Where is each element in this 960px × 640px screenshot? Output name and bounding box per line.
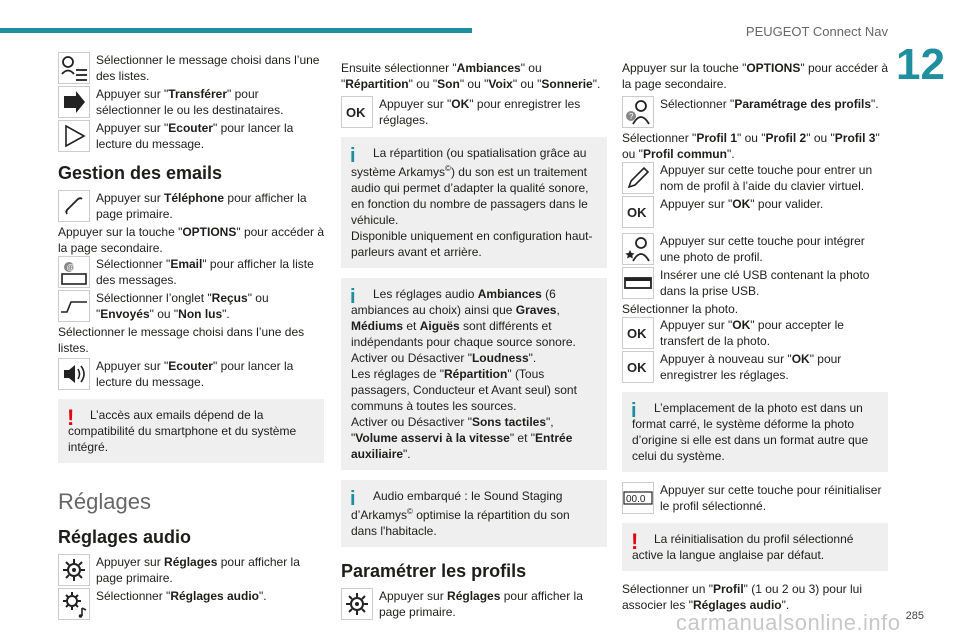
ok-button-icon bbox=[341, 96, 373, 128]
forward-arrow-icon bbox=[58, 86, 90, 118]
paragraph-options: Appuyer sur la touche "OPTIONS" pour accéder à la page secondaire. bbox=[58, 225, 325, 255]
step-text: Appuyer sur "Ecouter" pour lancer la lecture du message. bbox=[96, 359, 294, 389]
step-email bbox=[58, 256, 324, 289]
ok-button-icon bbox=[622, 317, 654, 349]
ok-button-icon bbox=[622, 351, 654, 383]
step-text: Appuyer sur Réglages pour afficher la page primaire. bbox=[96, 555, 300, 585]
info-icon: i bbox=[350, 145, 356, 167]
usb-icon bbox=[622, 267, 654, 299]
step-ok-transfer bbox=[622, 317, 888, 350]
step-transfer bbox=[58, 86, 324, 119]
step-ok-validate bbox=[622, 196, 888, 229]
info-icon: i bbox=[631, 400, 637, 422]
step-text: Appuyer sur "Ecouter" pour lancer la lecture du message. bbox=[96, 121, 294, 151]
note-text: L’accès aux emails dépend de la compatibilité du smartphone et du système intégré. bbox=[68, 408, 297, 454]
profile-settings-icon bbox=[622, 96, 654, 128]
chapter-heading-reglages: Réglages bbox=[58, 489, 151, 514]
info-icon: i bbox=[350, 488, 356, 510]
paragraph-ambiances: Ensuite sélectionner "Ambiances" ou "Répartition" ou "Son" ou "Voix" ou "Sonnerie". bbox=[341, 61, 601, 91]
paragraph-select-message: Sélectionner le message choisi dans l’une des listes. bbox=[58, 325, 305, 355]
step-text: Appuyer sur cette touche pour intégrer une photo de profil. bbox=[660, 234, 865, 264]
step-edit-name bbox=[622, 162, 888, 195]
step-text: Appuyer sur cette touche pour réinitialiser le profil sélectionné. bbox=[660, 483, 882, 513]
header-accent-bar bbox=[0, 28, 472, 33]
chapter-number: 12 bbox=[896, 40, 945, 89]
phone-icon bbox=[58, 190, 90, 222]
profile-photo-icon bbox=[622, 233, 654, 265]
ok-label: OK bbox=[627, 326, 647, 341]
tab-icon bbox=[58, 290, 90, 322]
step-ok-save-profile bbox=[622, 351, 888, 384]
step-text: Appuyer sur Téléphone pour afficher la page primaire. bbox=[96, 191, 307, 221]
step-text: Sélectionner le message choisi dans l’une des listes. bbox=[96, 53, 320, 83]
watermark: carmanualsonline.info bbox=[676, 610, 901, 635]
note-text: La réinitialisation du profil sélectionné active la langue anglaise par défaut. bbox=[632, 532, 854, 562]
message-list-icon bbox=[58, 52, 90, 84]
step-select-message bbox=[58, 52, 324, 85]
warning-icon: ! bbox=[631, 529, 639, 554]
gear-icon bbox=[58, 554, 90, 586]
column-1 bbox=[58, 52, 324, 622]
step-text: Sélectionner "Email" pour afficher la liste des messages. bbox=[96, 257, 314, 287]
step-text: Appuyer sur "Transférer" pour sélectionner le ou les destinataires. bbox=[96, 87, 284, 117]
play-icon bbox=[58, 120, 90, 152]
paragraph-options-profiles: Appuyer sur la touche "OPTIONS" pour accéder à la page secondaire. bbox=[622, 61, 889, 91]
paragraph-select-photo: Sélectionner la photo. bbox=[622, 302, 739, 316]
gear-icon bbox=[341, 588, 373, 620]
step-text: Sélectionner "Réglages audio". bbox=[96, 589, 267, 603]
step-text: Appuyer sur Réglages pour afficher la page primaire. bbox=[379, 589, 583, 619]
ok-button-icon bbox=[622, 196, 654, 228]
svg-text:?: ? bbox=[629, 112, 634, 121]
step-listen bbox=[58, 120, 324, 153]
step-phone bbox=[58, 190, 324, 223]
step-add-photo bbox=[622, 233, 888, 266]
section-heading-emails: Gestion des emails bbox=[58, 163, 223, 183]
step-settings bbox=[58, 554, 324, 587]
note-text: L’emplacement de la photo est dans un format carré, le système déforme la photo d’origine si elle est dans un format autre que celui du système. bbox=[632, 401, 869, 463]
step-audio-settings bbox=[58, 588, 324, 621]
info-note-ambiances: i Les réglages audio Ambiances (6 ambiances au choix) ainsi que Graves, Médiums et Aiguës sont différents et indépendants pour chaque source sonore. Activer ou Désactiver "Loudness". Les réglages de "Répartition" (Tous passagers, Conducteur et Avant seul) sont communs à toutes les sources. Activer ou Désactiver "Sons tactiles", "Volume asservi à la vitesse" et "Entrée auxiliaire". bbox=[341, 278, 607, 470]
column-2 bbox=[341, 60, 607, 622]
step-text: Sélectionner "Paramétrage des profils". bbox=[660, 97, 879, 111]
info-note-repartition: i La répartition (ou spatialisation grâce au système Arkamys©) du son est un traitement audio qui permet d’adapter la qualité sonore, en fonction du nombre de passagers dans le véhicule. Disponible uniquement en configuration haut-parleurs avant et arrière. bbox=[341, 137, 607, 268]
paragraph-associate-profile: Sélectionner un "Profil" (1 ou 2 ou 3) pour lui associer les "Réglages audio". bbox=[622, 582, 862, 612]
step-text: Appuyer sur cette touche pour entrer un nom de profil à l’aide du clavier virtuel. bbox=[660, 163, 873, 193]
step-text: Appuyer à nouveau sur "OK" pour enregistrer les réglages. bbox=[660, 352, 842, 382]
ok-label: OK bbox=[627, 205, 647, 220]
section-heading-audio: Réglages audio bbox=[58, 527, 192, 547]
step-ok-save bbox=[341, 96, 607, 129]
paragraph-select-profile: Sélectionner "Profil 1" ou "Profil 2" ou "Profil 3" ou "Profil commun". bbox=[622, 131, 880, 161]
step-listen-email bbox=[58, 358, 324, 391]
reset-icon bbox=[622, 482, 654, 514]
ok-label: OK bbox=[346, 105, 366, 120]
info-note-sound-staging: i Audio embarqué : le Sound Staging d’Arkamys© optimise la répartition du son dans l'habitacle. bbox=[341, 480, 607, 547]
speaker-icon bbox=[58, 358, 90, 390]
section-heading-profils: Paramétrer les profils bbox=[341, 561, 527, 581]
info-note-photo bbox=[622, 392, 888, 472]
step-settings-profiles bbox=[341, 588, 607, 621]
info-icon: i bbox=[350, 286, 356, 308]
page-number: 285 bbox=[905, 610, 924, 622]
step-text: Appuyer sur "OK" pour enregistrer les réglages. bbox=[379, 97, 581, 127]
svg-text:@: @ bbox=[66, 263, 75, 272]
email-icon bbox=[58, 256, 90, 288]
step-text: Insérer une clé USB contenant la photo dans la prise USB. bbox=[660, 268, 870, 298]
ok-label: OK bbox=[627, 360, 647, 375]
step-profile-settings bbox=[622, 96, 888, 129]
reset-label: 00.0 bbox=[626, 494, 646, 505]
step-usb bbox=[622, 267, 888, 300]
warning-note-reset bbox=[622, 523, 888, 571]
step-text: Appuyer sur "OK" pour accepter le transfert de la photo. bbox=[660, 318, 844, 348]
step-text: Sélectionner l’onglet "Reçus" ou "Envoyés" ou "Non lus". bbox=[96, 291, 269, 321]
header-title: PEUGEOT Connect Nav bbox=[745, 24, 888, 39]
step-reset bbox=[622, 482, 888, 515]
step-tabs bbox=[58, 290, 324, 323]
audio-settings-icon bbox=[58, 588, 90, 620]
pencil-icon bbox=[622, 162, 654, 194]
warning-note-emails bbox=[58, 399, 324, 463]
column-3 bbox=[622, 60, 888, 613]
step-text: Appuyer sur "OK" pour valider. bbox=[660, 197, 824, 211]
warning-icon: ! bbox=[67, 405, 75, 430]
